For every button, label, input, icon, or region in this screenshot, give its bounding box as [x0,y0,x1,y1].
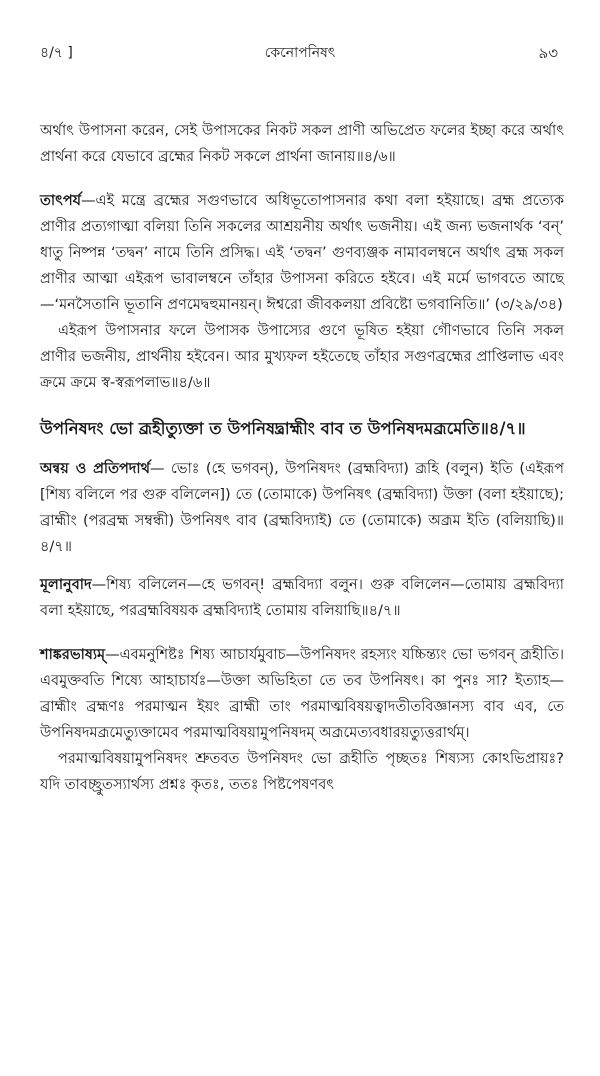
label-shankarabhashya: শাঙ্করভাষ্যম্ [40,647,106,663]
text-anvaya: — ভোঃ (হে ভগবন্), উপনিষদং (ব্রহ্মবিদ্যা) ব্রূহি (বলুন) ইতি (এইরূপ [শিষ্য বলিলে পর গুরু বলিলেন]) তে (তোমাকে) উপনিষৎ (ব্রহ্মবিদ্যা) উক্তা (বলা হইয়াছে); ব্রাহ্মীং (পরব্রহ্ম সম্বন্ধী) উপনিষৎ বাব (ব্রহ্মবিদ্যাই) তে (তোমাকে) অব্রূম ইতি (বলিয়াছি)॥৪/৭॥ [40,461,565,555]
paragraph-anvaya [40,456,564,560]
page-body [40,118,564,798]
label-tatparya: তাৎপর্য [40,193,82,209]
paragraph-mulanuvada [40,572,564,624]
label-mulanuvada: মূলানুবাদ [40,577,92,593]
paragraph-continuation: অর্থাৎ উপাসনা করেন, সেই উপাসকের নিকট সকল প্রাণী অভিপ্রেত ফলের ইচ্ছা করে অর্থাৎ প্রার্থনা করে যেভাবে ব্রহ্মের নিকট সকলে প্রার্থনা জানায়॥৪/৬॥ [40,123,564,165]
text-mulanuvada: —শিষ্য বলিলেন—হে ভগবন্! ব্রহ্মবিদ্যা বলুন। গুরু বলিলেন—তোমায় ব্রহ্মবিদ্যা বলা হইয়াছে, পরব্রহ্মবিষয়ক ব্রহ্মবিদ্যাই তোমায় বলিয়াছি॥৪/৭॥ [40,577,564,619]
page-number: ৯৩ [538,44,558,62]
paragraph-tatparya [40,188,564,318]
text-tatparya: —এই মন্ত্রে ব্রহ্মের সগুণভাবে অধিভূতোপাসনার কথা বলা হইয়াছে। ব্রহ্ম প্রত্যেক প্রাণীর প্রত্যগাত্মা বলিয়া তিনি সকলের আশ্রয়নীয় অর্থাৎ ভজনীয়। এই জন্য ভজনার্থক ‘বন্’ ধাতু নিষ্পন্ন ‘তদ্বন’ নামে তিনি প্রসিদ্ধ। এই ‘তদ্বন’ গুণব্যঞ্জক নামাবলম্বনে অর্থাৎ ব্রহ্ম সকল প্রাণীর আত্মা এইরূপ ভাবালম্বনে তাঁহার উপাসনা করিতে হইবে। এই মর্মে ভাগবতে আছে—‘মনসৈতানি ভূতানি প্রণমেদ্বহুমানয়ন্। ঈশ্বরো জীবকলয়া প্রবিষ্টো ভগবানিতি॥’ (৩/২৯/৩৪) [40,193,564,313]
paragraph-shankarabhashya [40,642,564,746]
section-reference: ৪/৭ ] [40,45,73,61]
running-title: কেনোপনিষৎ [264,45,336,61]
paragraph-bhashya-continued: পরমাত্মবিষয়ামুপনিষদং শ্রুতবত উপনিষদং ভো ব্রূহীতি পৃচ্ছতঃ শিষ্যস্য কোঽভিপ্রায়ঃ? যদি তাবচ্ছ্রুতস্যার্থস্য প্রশ্নঃ কৃতঃ, ততঃ পিষ্টপেষণবৎ [40,751,564,793]
label-anvaya: অন্বয় ও প্রতিপদার্থ [40,461,151,477]
paragraph-upasana-fruit: এইরূপ উপাসনার ফলে উপাসক উপাস্যের গুণে ভূষিত হইয়া গৌণভাবে তিনি সকল প্রাণীর ভজনীয়, প্রার্থনীয় হইবেন। আর মুখ্যফল হইতেছে তাঁহার সগুণব্রহ্মের প্রাপ্তিলাভ এবং ক্রমে ক্রমে স্ব-স্বরূপলাভ॥৪/৬॥ [40,323,564,391]
text-shankarabhashya: —এবমনুশিষ্টঃ শিষ্য আচার্যমুবাচ—উপনিষদং রহস্যং যচ্চিন্ত্যং ভো ভগবন্ ব্রূহীতি। এবমুক্তবতি শিষ্যে আহাচার্যঃ—উক্তা অভিহিতা তে তব উপনিষৎ। কা পুনঃ সা? ইত্যাহ—ব্রাহ্মীং ব্রহ্মণঃ পরমাত্মন ইয়ং ব্রাহ্মী তাং পরমাত্মবিষয়ত্বাদতীতবিজ্ঞানস্য বাব এব, তে উপনিষদমব্রূমেত্যুক্তামেব পরমাত্মবিষয়ামুপনিষদম্ অব্রূমেত্যবধারয়ত্যুত্তরার্থম্। [40,647,564,741]
mantra-verse: উপনিষদং ভো ব্রূহীত্যুক্তা ত উপনিষদ্ব্রাহ্মীং বাব ত উপনিষদমব্রূমেতি॥৪/৭॥ [40,419,526,438]
